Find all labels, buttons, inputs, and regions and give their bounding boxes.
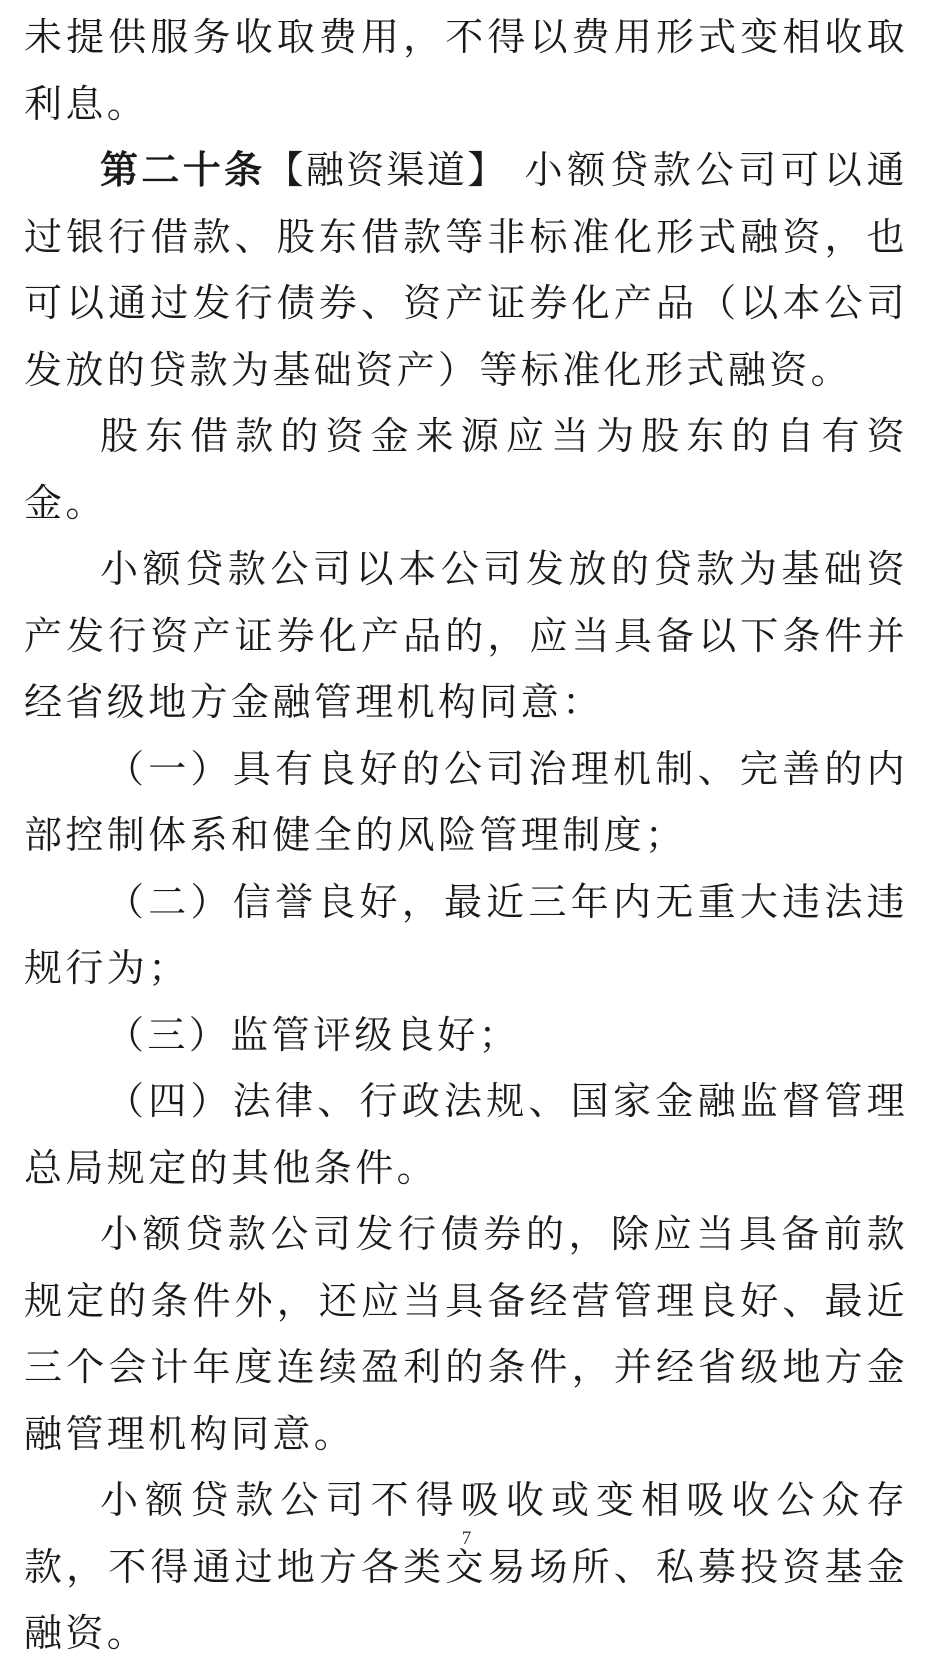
condition-item-3 bbox=[24, 1002, 908, 1069]
paragraph-text: 股东借款的资金来源应当为股东的自有资金。 bbox=[24, 414, 908, 525]
paragraph-text: 小额贷款公司可以通过银行借款、股东借款等非标准化形式融资，也可以通过发行债券、资产证券化产品（以本公司发放的贷款为基础资产）等标准化形式融资。 bbox=[24, 148, 908, 392]
article-heading: 第二十条 bbox=[100, 148, 266, 192]
paragraph-text: （二）信誉良好，最近三年内无重大违法违规行为； bbox=[24, 879, 908, 990]
paragraph-text: （三）监管评级良好； bbox=[106, 1012, 521, 1057]
condition-item-2 bbox=[24, 869, 908, 1002]
paragraph-securitization-conditions bbox=[24, 536, 908, 736]
page-number: 7 bbox=[461, 1528, 472, 1549]
paragraph-continuation bbox=[24, 4, 908, 137]
paragraph-shareholder-loans bbox=[24, 403, 908, 536]
paragraph-text: （四）法律、行政法规、国家金融监督管理总局规定的其他条件。 bbox=[24, 1079, 908, 1190]
article-title-bracket: 【融资渠道】 bbox=[265, 148, 508, 192]
paragraph-text: 小额贷款公司以本公司发放的贷款为基础资产发行资产证券化产品的，应当具备以下条件并经省级地方金融管理机构同意： bbox=[24, 547, 908, 724]
paragraph-bond-issuance bbox=[24, 1201, 908, 1467]
paragraph-text: 小额贷款公司发行债券的，除应当具备前款规定的条件外，还应当具备经营管理良好、最近三个会计年度连续盈利的条件，并经省级地方金融管理机构同意。 bbox=[24, 1212, 908, 1456]
document-body bbox=[24, 4, 908, 1667]
paragraph-text: 未提供服务收取费用，不得以费用形式变相收取利息。 bbox=[24, 15, 908, 126]
condition-item-4 bbox=[24, 1068, 908, 1201]
condition-item-1 bbox=[24, 736, 908, 869]
article-20-paragraph bbox=[24, 137, 908, 403]
paragraph-text: （一）具有良好的公司治理机制、完善的内部控制体系和健全的风险管理制度； bbox=[24, 746, 908, 857]
paragraph-text: 小额贷款公司不得吸收或变相吸收公众存款，不得通过地方各类交易场所、私募投资基金融资。 bbox=[24, 1478, 908, 1655]
paragraph-deposit-prohibition bbox=[24, 1467, 908, 1667]
